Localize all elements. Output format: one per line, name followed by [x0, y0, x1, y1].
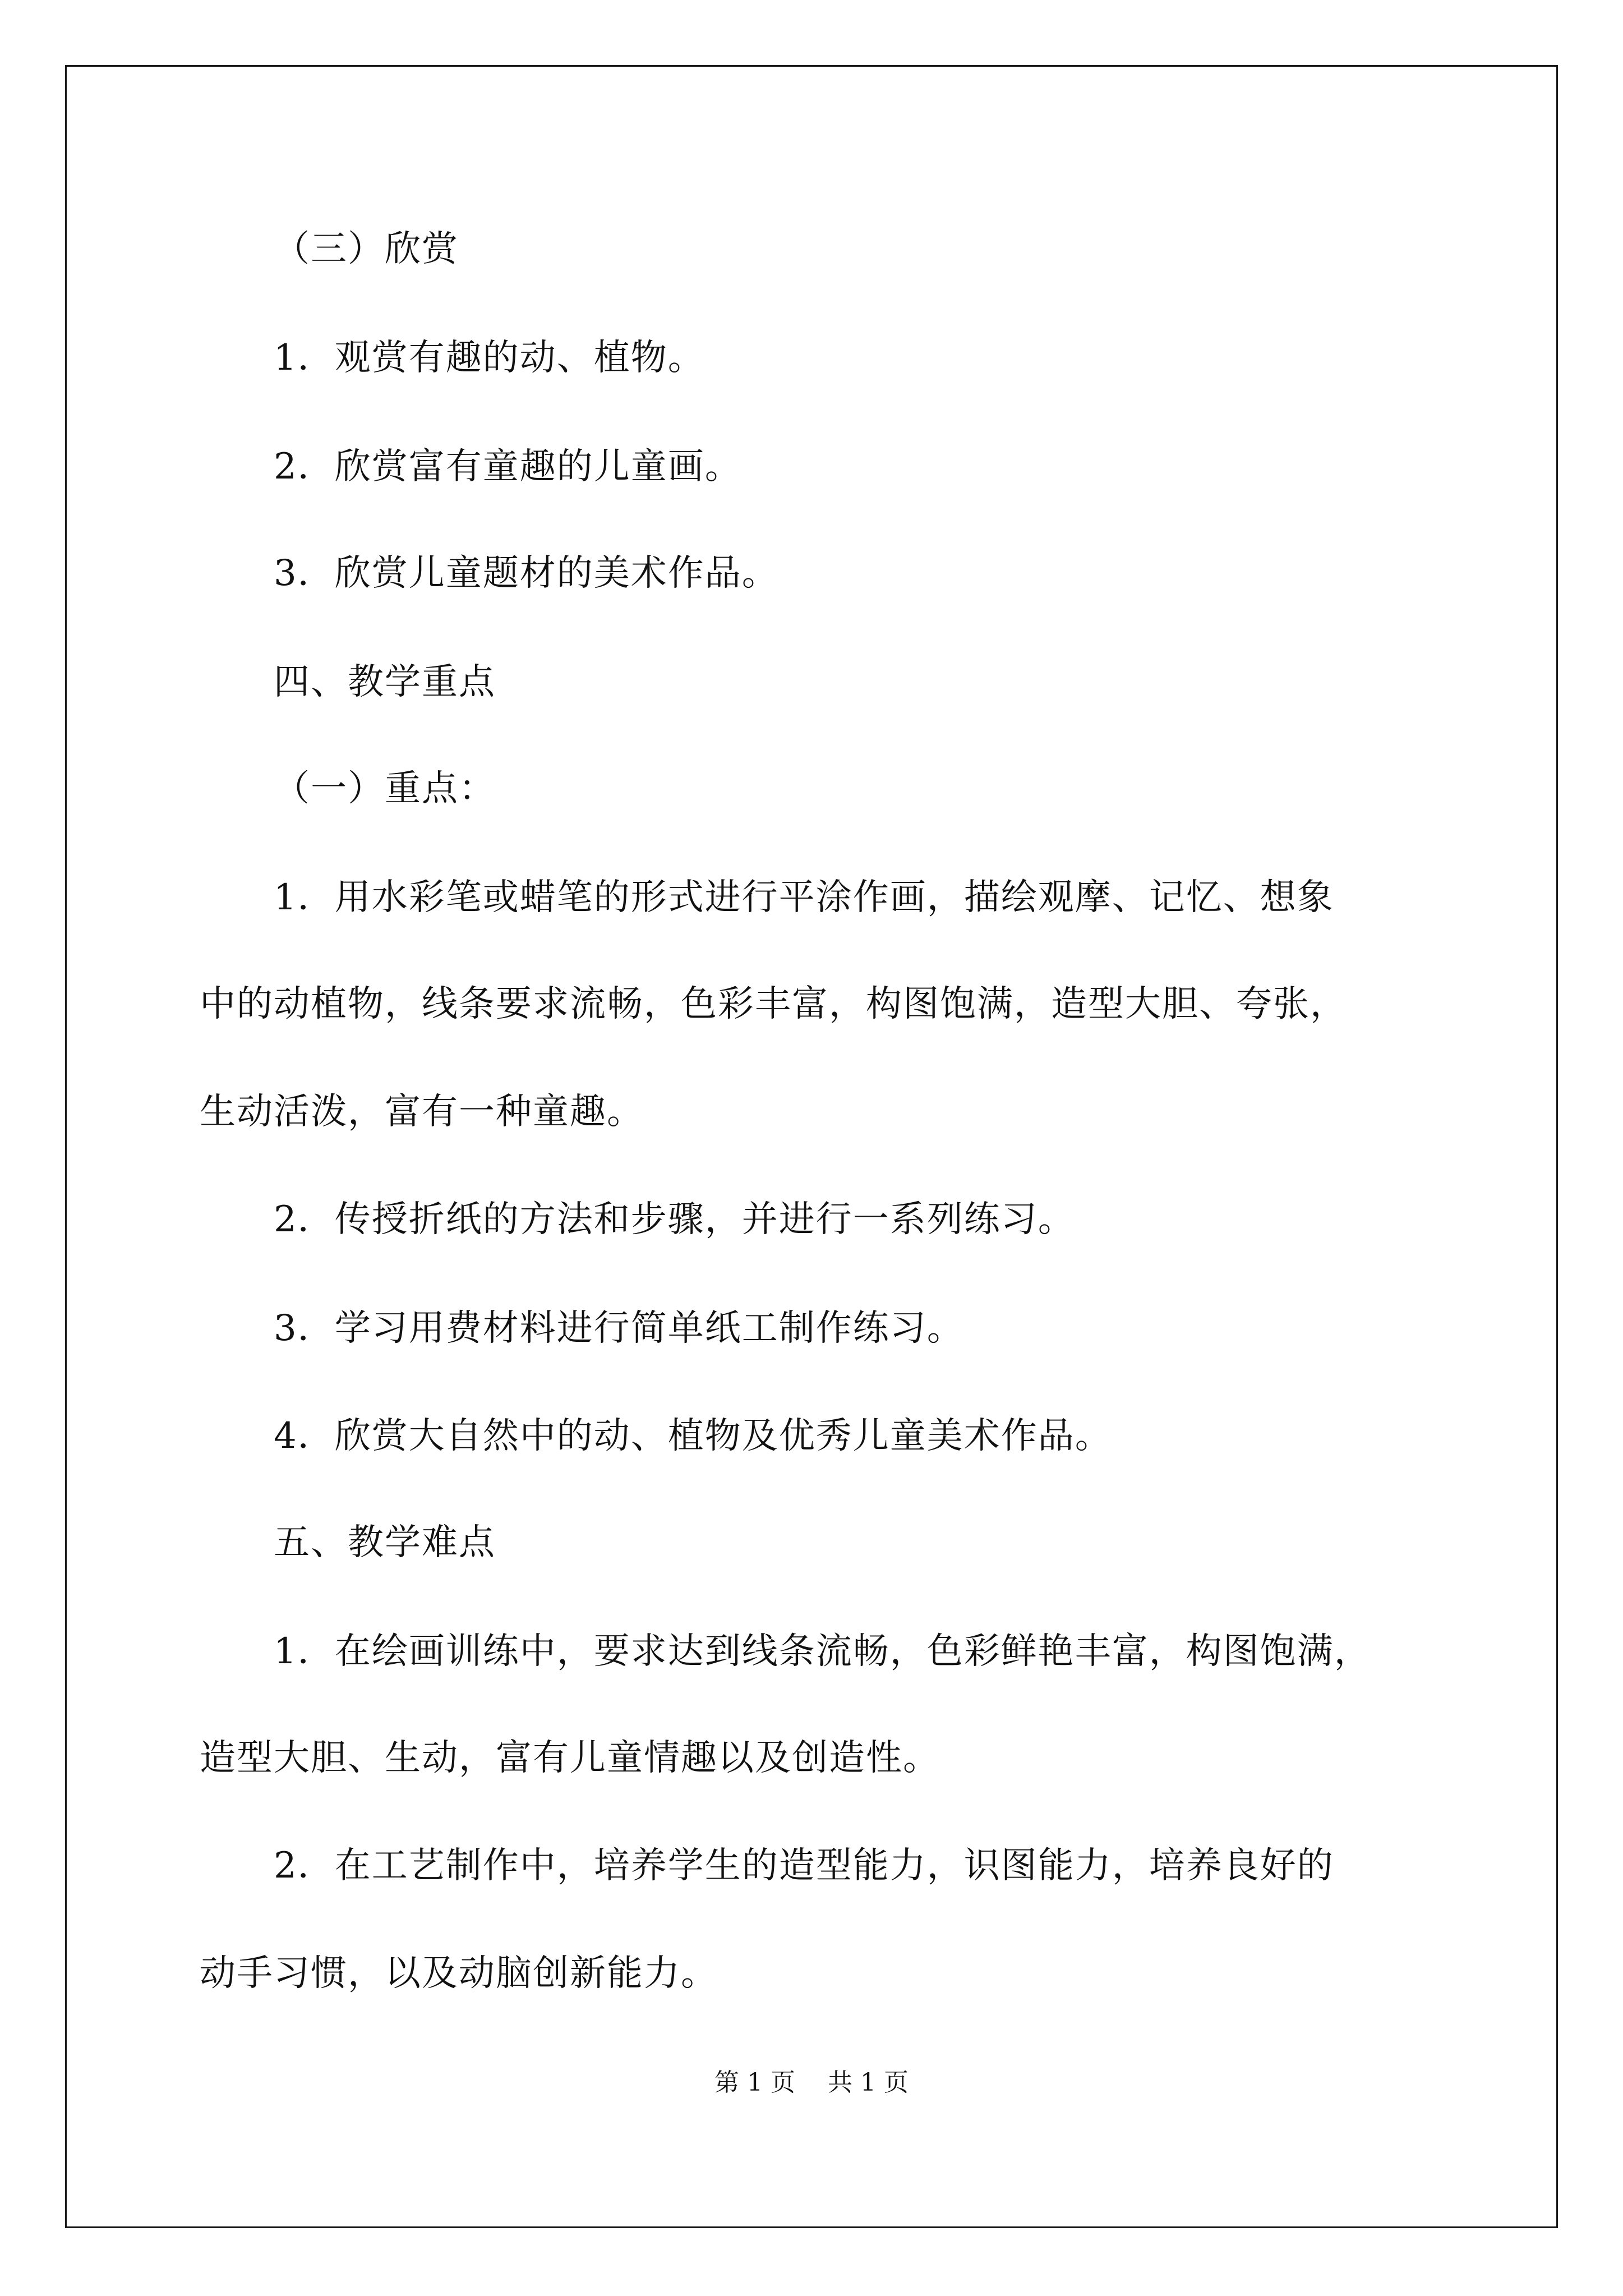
- paragraph-line: 4．欣赏大自然中的动、植物及优秀儿童美术作品。: [274, 1415, 1112, 1457]
- paragraph-line: 生动活泼，富有一种童趣。: [200, 1091, 644, 1133]
- section-heading-difficulties: 五、教学难点: [274, 1522, 496, 1563]
- paragraph-line: 3．学习用费材料进行简单纸工制作练习。: [274, 1308, 964, 1349]
- subsection-heading-appreciation: （三）欣赏: [274, 228, 459, 270]
- page-border: [65, 65, 1558, 2228]
- paragraph-line: 3．欣赏儿童题材的美术作品。: [274, 553, 779, 594]
- paragraph-line: 1．用水彩笔或蜡笔的形式进行平涂作画，描绘观摩、记忆、想象: [274, 877, 1334, 918]
- page-number-footer: 第 1 页 共 1 页: [714, 2068, 909, 2097]
- paragraph-line: 1．在绘画训练中，要求达到线条流畅，色彩鲜艳丰富，构图饱满，: [274, 1631, 1371, 1672]
- paragraph-line: 动手习惯，以及动脑创新能力。: [200, 1953, 718, 1994]
- paragraph-line: 2．传授折纸的方法和步骤，并进行一系列练习。: [274, 1199, 1075, 1240]
- paragraph-line: 造型大胆、生动，富有儿童情趣以及创造性。: [200, 1737, 940, 1779]
- paragraph-line: 2．在工艺制作中，培养学生的造型能力，识图能力，培养良好的: [274, 1845, 1334, 1887]
- paragraph-line: 中的动植物，线条要求流畅，色彩丰富，构图饱满，造型大胆、夸张，: [200, 983, 1347, 1025]
- paragraph-line: 2．欣赏富有童趣的儿童画。: [274, 446, 742, 487]
- section-heading-key-points: 四、教学重点: [274, 661, 496, 703]
- paragraph-line: 1．观赏有趣的动、植物。: [274, 337, 705, 379]
- subsection-heading-key-points: （一）重点：: [274, 768, 496, 809]
